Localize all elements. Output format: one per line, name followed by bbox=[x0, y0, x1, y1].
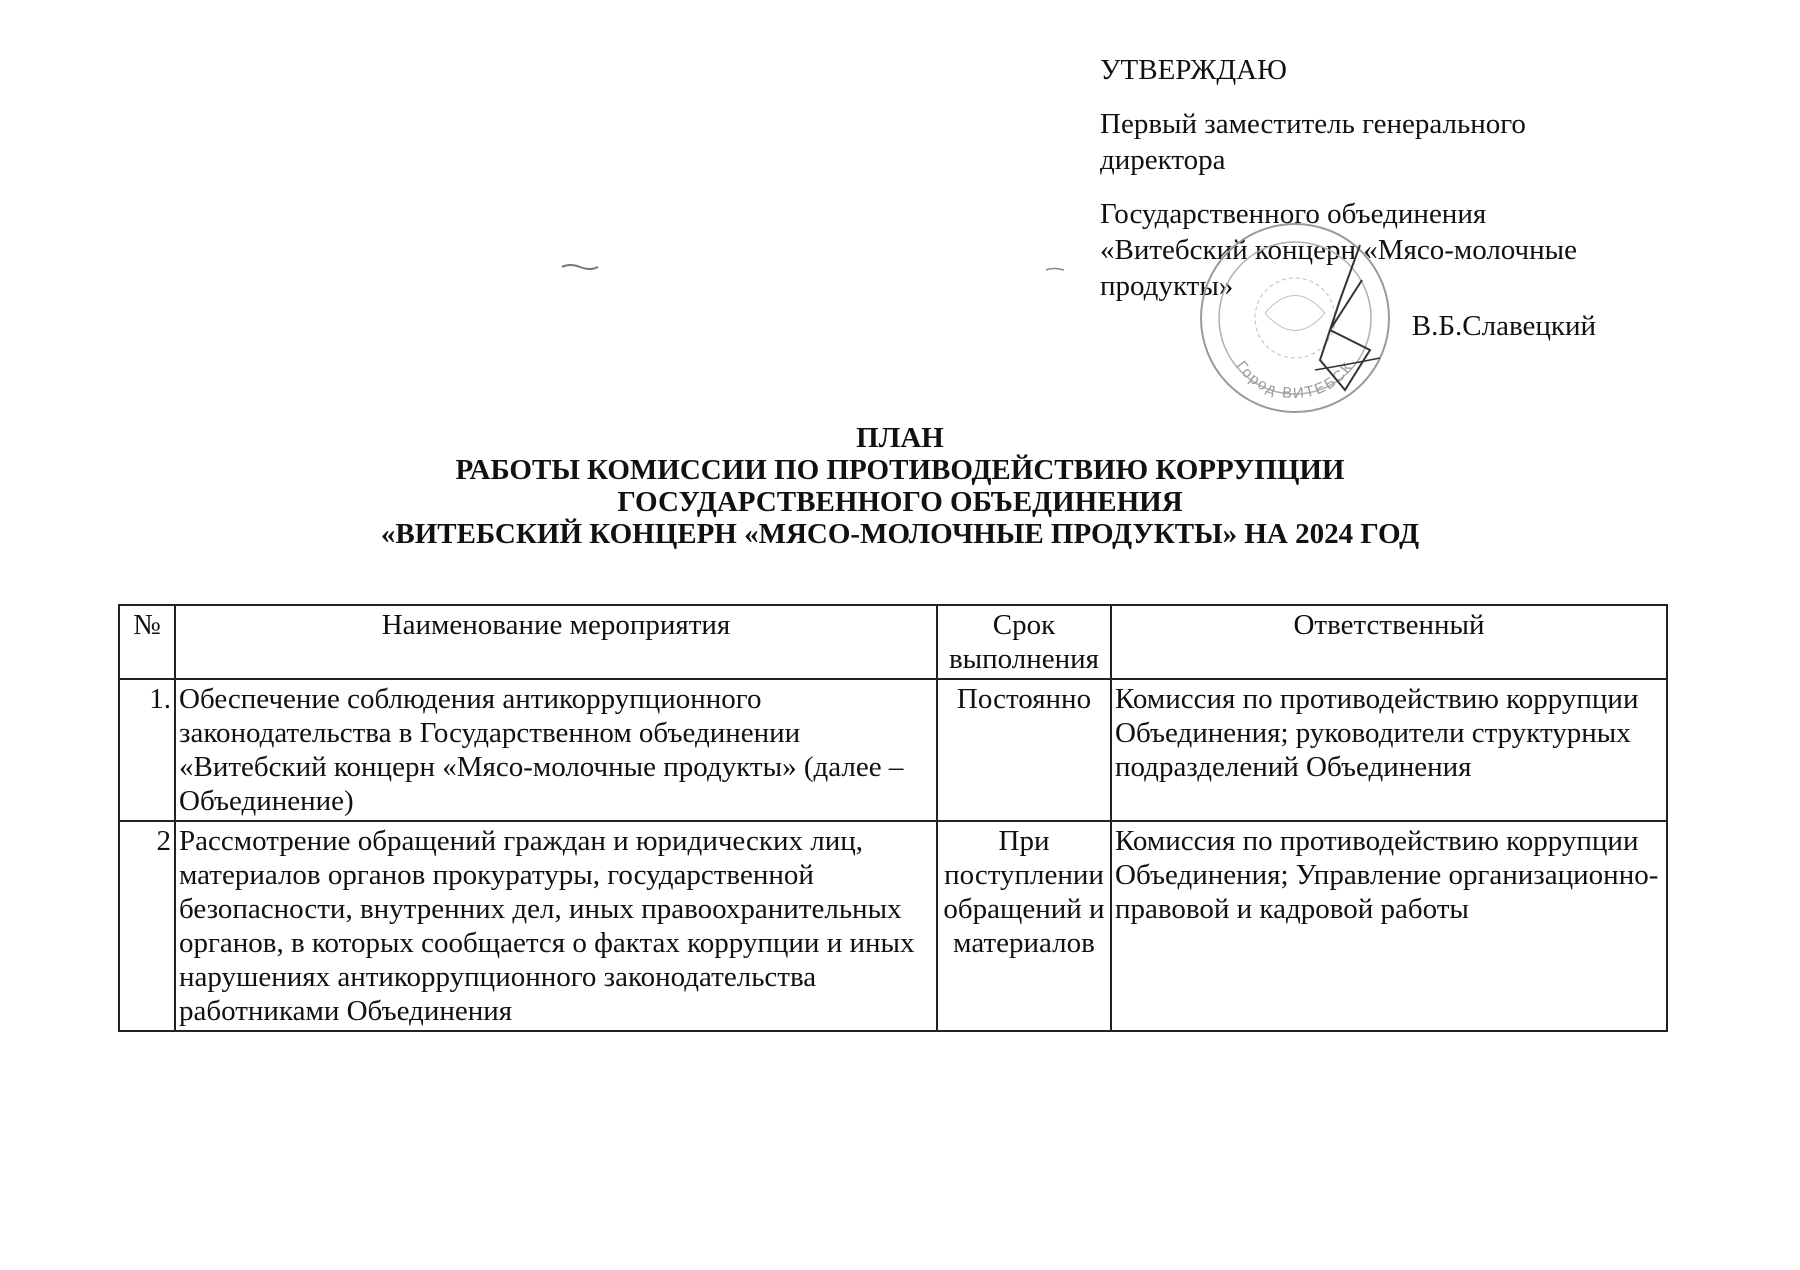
title-line4: «ВИТЕБСКИЙ КОНЦЕРН «МЯСО-МОЛОЧНЫЕ ПРОДУКТЫ» НА 2024 ГОД bbox=[380, 518, 1420, 550]
header-name: Наименование мероприятия bbox=[175, 605, 937, 679]
row-responsible: Комиссия по противодействию коррупции Объединения; Управление организационно-правовой и кадровой работы bbox=[1111, 821, 1667, 1031]
row-term: При поступлении обращений и материалов bbox=[937, 821, 1111, 1031]
row-responsible: Комиссия по противодействию коррупции Объединения; руководители структурных подразделений Объединения bbox=[1111, 679, 1667, 821]
header-term: Срок выполнения bbox=[937, 605, 1111, 679]
row-name: Рассмотрение обращений граждан и юридических лиц, материалов органов прокуратуры, государственной безопасности, внутренних дел, иных правоохранительных органов, в которых сообщается о фактах коррупции и иных нарушениях антикоррупционного законодательства работниками Объединения bbox=[175, 821, 937, 1031]
row-term: Постоянно bbox=[937, 679, 1111, 821]
document-title bbox=[100, 422, 1700, 550]
row-num: 2 bbox=[119, 821, 175, 1031]
scan-smudge-icon bbox=[560, 262, 600, 272]
row-name: Обеспечение соблюдения антикоррупционного законодательства в Государственном объединении «Витебский концерн «Мясо-молочные продукты» (далее – Объединение) bbox=[175, 679, 937, 821]
table-row bbox=[119, 679, 1667, 821]
table-row bbox=[119, 821, 1667, 1031]
table-header-row bbox=[119, 605, 1667, 679]
scan-smudge-icon bbox=[1045, 266, 1065, 274]
approval-org-line1: Государственного объединения bbox=[1100, 198, 1487, 230]
plan-table bbox=[118, 604, 1668, 1032]
signature-icon bbox=[1300, 240, 1390, 400]
approval-position-line1: Первый заместитель генерального bbox=[1100, 108, 1526, 140]
approval-signer: В.Б.Славецкий bbox=[1411, 310, 1596, 342]
approval-org-line3: продукты» bbox=[1100, 270, 1234, 302]
svg-text:Город ВИТЕБСК: Город ВИТЕБСК bbox=[1232, 357, 1358, 403]
approval-position-line2: директора bbox=[1100, 144, 1226, 176]
title-line2: РАБОТЫ КОМИССИИ ПО ПРОТИВОДЕЙСТВИЮ КОРРУПЦИИ bbox=[455, 454, 1345, 486]
approval-org-line2: «Витебский концерн «Мясо-молочные bbox=[1100, 234, 1578, 266]
header-num: № bbox=[119, 605, 175, 679]
title-line3: ГОСУДАРСТВЕННОГО ОБЪЕДИНЕНИЯ bbox=[617, 486, 1183, 518]
approval-heading: УТВЕРЖДАЮ bbox=[1100, 54, 1287, 86]
row-num: 1. bbox=[119, 679, 175, 821]
title-line1: ПЛАН bbox=[856, 422, 944, 454]
header-responsible: Ответственный bbox=[1111, 605, 1667, 679]
